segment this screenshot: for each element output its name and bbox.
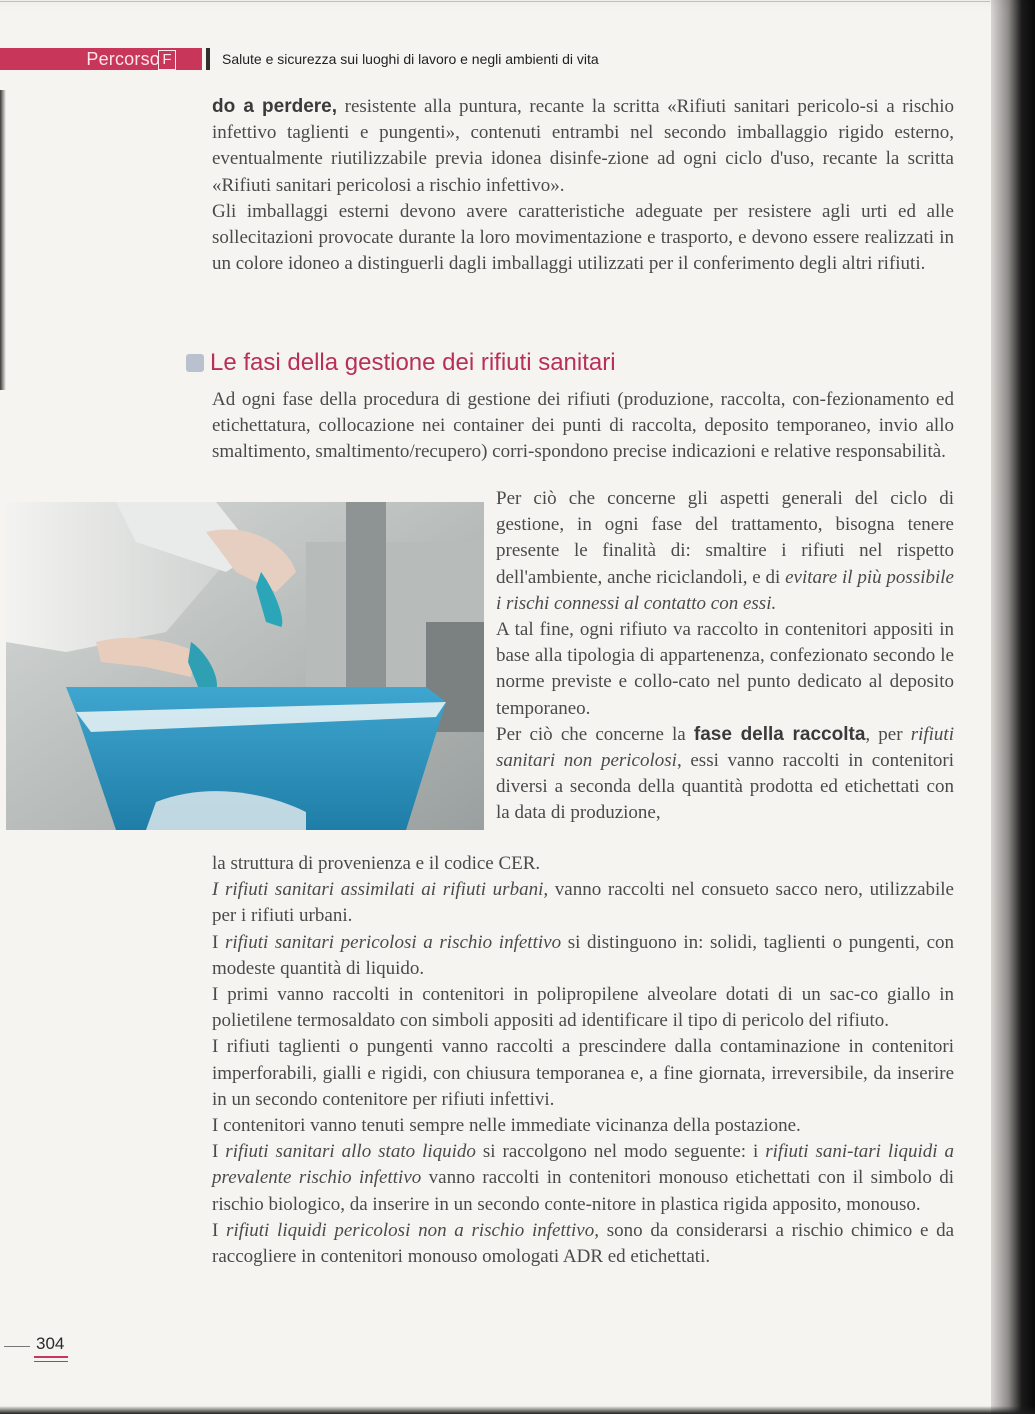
float-p3-italic: rifiuti sanitari non pericolosi — [496, 723, 954, 772]
float-p1-italic: evitare il più possibile i rischi connessi al contatto con essi. — [496, 566, 954, 614]
body-p10-text: sono da considerarsi a rischio chimico e da raccogliere in contenitori monouso omologati ADR ed etichettati. — [212, 1219, 955, 1268]
body-p9-text-b: si raccolgono nel modo seguente: i — [475, 1141, 766, 1163]
body-p9-italic-1: rifiuti sanitari allo stato liquido — [225, 1141, 476, 1163]
intro-p1-text: resistente alla puntura, recante la scritta «Rifiuti sanitari pericolo-si a rischio infettivo taglienti e pungenti», contenuti entrambi nel secondo imballaggio rigido esterno, eventualmente riutilizzabile previa idonea disinfe-zione ad ogni ciclo d'uso, recante la scritta «Rifiuti sanitari pericolosi a rischio infettivo». — [212, 96, 954, 196]
photo-illustration — [6, 502, 484, 830]
float-p3-bold: fase della raccolta — [693, 723, 866, 745]
scan-bottom-shadow — [0, 1406, 1035, 1414]
percorso-letter: F — [158, 50, 176, 70]
scan-edge-shadow — [991, 0, 1035, 1414]
intro-paragraph-2: Gli imballaggi esterni devono avere caratteristiche adeguate per resistere agli urti ed alle sollecitazioni provocate durante la loro movimentazione e trasporto, e devono essere realizzati in un colore idoneo a distinguerli dagli imballaggi utilizzati per il conferimento degli altri rifiuti. — [212, 200, 954, 275]
main-body-text — [212, 851, 954, 1270]
page-number: 304 — [36, 1334, 65, 1353]
section-paragraph-1: Ad ogni fase della procedura di gestione dei rifiuti (produzione, raccolta, con-fezionamento ed etichettatura, collocazione nei container dei punti di raccolta, deposito temporaneo, invio allo smaltimento, smaltimento/recupero) corri-spondono precise indicazioni e relative responsabilità. — [212, 389, 954, 463]
float-p3-text-a: Per ciò che concerne la — [496, 723, 694, 745]
body-p9-text-a: I — [212, 1141, 226, 1163]
percorso-label: Percorso — [86, 48, 160, 69]
section-square-icon — [186, 354, 204, 372]
header-title: Salute e sicurezza sui luoghi di lavoro e negli ambienti di vita — [222, 51, 599, 67]
float-paragraph-3 — [496, 722, 954, 827]
section-heading — [186, 348, 616, 378]
header-tab-marker — [206, 48, 210, 70]
running-header — [0, 48, 1000, 70]
intro-text — [212, 94, 954, 277]
binding-shadow — [0, 90, 6, 390]
body-paragraph-3-cont: la struttura di provenienza e il codice CER. — [212, 853, 541, 874]
body-p9-italic-2: rifiuti sani-tari liquidi a prevalente rischio infettivo — [212, 1141, 954, 1189]
float-paragraph-2: A tal fine, ogni rifiuto va raccolto in contenitori appositi in base alla tipologia di appartenenza, confezionato secondo le norme previste e collo-cato nel punto dedicato al deposito temporaneo. — [496, 619, 954, 719]
body-p10-italic: rifiuti liquidi pericolosi non a rischio infettivo, — [226, 1219, 599, 1241]
body-paragraph-8: I contenitori vanno tenuti sempre nelle immediate vicinanza della postazione. — [212, 1115, 801, 1137]
float-paragraph-1 — [496, 486, 954, 617]
float-p3-text-b: , per — [865, 723, 911, 745]
body-p5-text-a: I — [212, 931, 225, 953]
percorso-bar — [0, 48, 202, 70]
intro-paragraph-1 — [212, 94, 954, 199]
section-title: Le fasi della gestione dei rifiuti sanitari — [210, 349, 616, 376]
body-paragraph-5 — [212, 930, 954, 982]
body-p10-text-a: I — [212, 1219, 227, 1241]
body-p4-italic: I rifiuti sanitari assimilati ai rifiuti urbani, — [212, 879, 549, 901]
body-paragraph-10 — [212, 1218, 954, 1270]
page-number-underline — [34, 1356, 68, 1358]
top-rule — [0, 1, 990, 2]
body-p9-text-c: vanno raccolti in contenitori monouso etichettati con il simbolo di rischio biologico, da inserire in un secondo conte-nitore in plastica rigida apposito, monouso. — [212, 1167, 954, 1215]
float-column-text — [496, 486, 954, 827]
body-paragraph-9 — [212, 1139, 954, 1218]
section-intro-text — [212, 387, 954, 466]
intro-bold: do a perdere, — [212, 96, 338, 117]
page-number-dash — [4, 1346, 30, 1347]
float-p1-text: Per ciò che concerne gli aspetti generali del ciclo di gestione, in ogni fase del trattamento, bisogna tenere presente le finalità di: smaltire i rifiuti nel rispetto dell'ambiente, anche riciclandoli, e di — [496, 488, 954, 588]
body-p4-text: vanno raccolti nel consueto sacco nero, utilizzabile per i rifiuti urbani. — [212, 879, 954, 927]
page-number-underline-2 — [34, 1361, 68, 1362]
body-paragraph-4 — [212, 877, 954, 929]
body-p5-text: si distinguono in: solidi, taglienti o pungenti, con modeste quantità di liquido. — [212, 931, 954, 979]
body-paragraph-7: I rifiuti taglienti o pungenti vanno raccolti a prescindere dalla contaminazione in contenitori imperforabili, gialli e rigidi, con chiusura temporanea e, a fine giornata, irreversibile, da inserire in un secondo contenitore per rifiuti infettivi. — [212, 1036, 954, 1110]
body-p5-italic: rifiuti sanitari pericolosi a rischio infettivo — [224, 931, 562, 953]
float-p3-text-c: , essi vanno raccolti in contenitori diversi a seconda della quantità prodotta ed etichettati con la data di produzione, — [496, 750, 955, 824]
photo-gloves-bin — [6, 502, 484, 830]
body-paragraph-6: I primi vanno raccolti in contenitori in polipropilene alveolare dotati di un sac-co giallo in polietilene termosaldato con simboli appositi ad identificare il tipo di pericolo del rifiuto. — [212, 984, 954, 1032]
